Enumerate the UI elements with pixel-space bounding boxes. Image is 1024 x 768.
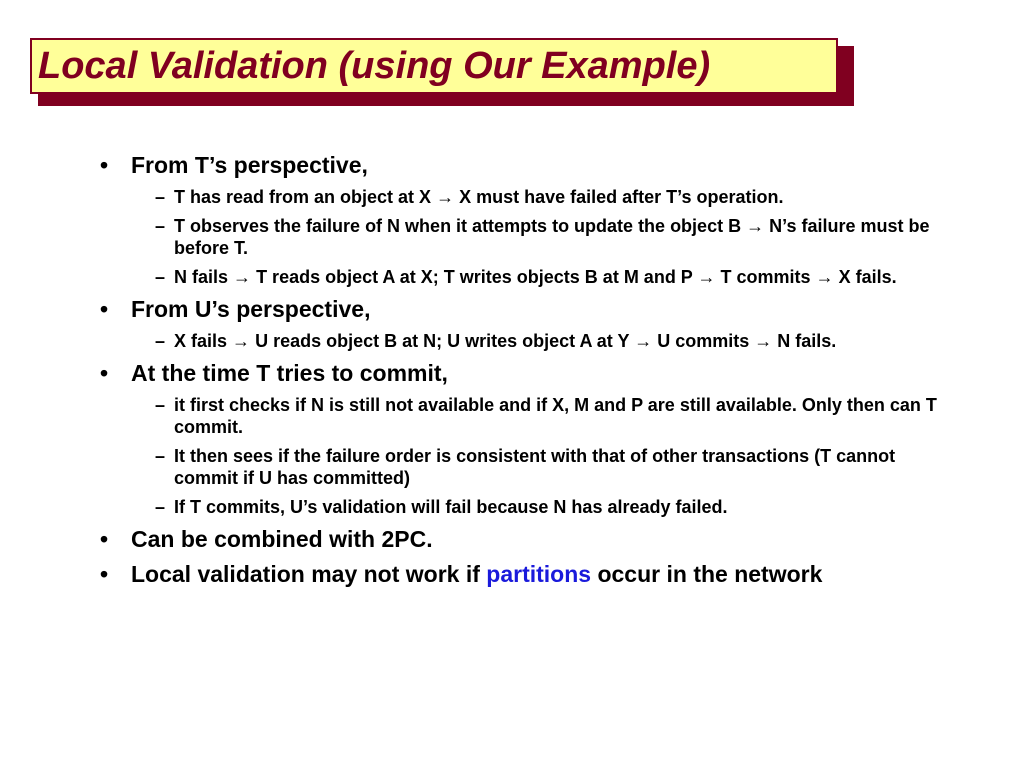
bullet-text: From U’s perspective, [131,296,371,322]
sub-text: X fails [174,331,228,351]
arrow-icon: → [232,331,251,351]
bullet-icon: • [100,561,109,587]
sub-bullet-t-sequence [131,266,940,288]
title-area [30,38,838,94]
arrow-icon: → [436,187,455,207]
partitions-highlight: partitions [486,561,592,587]
sub-text: T commits [720,267,811,287]
arrow-icon: → [746,216,765,236]
sub-text: T has read from an object at X [174,187,432,207]
sub-text: N’s failure must be before T. [174,216,930,258]
dash-icon: – [155,331,166,351]
bullet-text: From T’s perspective, [131,152,368,178]
arrow-icon: → [754,331,773,351]
sub-text: U reads object B at N; U writes object A at Y [255,331,630,351]
dash-icon: – [155,497,166,517]
bullet-t-perspective [100,152,940,288]
sub-bullet-order [131,445,940,489]
bullet-2pc [100,526,940,553]
arrow-icon: → [697,267,716,287]
dash-icon: – [155,395,166,415]
sub-text: T reads object A at X; T writes objects B at M and P [256,267,693,287]
bullet-icon: • [100,296,109,322]
sub-text: N fails. [777,331,837,351]
sub-text: If T commits, U’s validation will fail because N has already failed. [174,497,728,517]
dash-icon: – [155,187,166,207]
sub-bullet-u-validation [131,496,940,518]
bullet-text: occur in the network [597,561,823,587]
bullet-icon: • [100,152,109,178]
sub-bullet-t-read [131,186,940,208]
arrow-icon: → [815,267,834,287]
sub-text: N fails [174,267,229,287]
title-box [30,38,838,94]
bullet-commit-time [100,360,940,518]
sub-text: X must have failed after T’s operation. [459,187,784,207]
dash-icon: – [155,267,166,287]
bullet-icon: • [100,526,109,552]
sub-text: U commits [657,331,750,351]
bullet-text: Local validation may not work if [131,561,480,587]
sub-bullet-t-observes [131,215,940,259]
slide-body [100,152,940,596]
dash-icon: – [155,216,166,236]
sub-bullet-u-sequence [131,330,940,352]
arrow-icon: → [233,267,252,287]
sub-list [131,186,940,288]
bullet-u-perspective [100,296,940,352]
sub-text: It then sees if the failure order is consistent with that of other transactions (T cannot commit if U has committed) [174,446,896,488]
sub-list [131,394,940,518]
dash-icon: – [155,446,166,466]
slide-title: Local Validation (using Our Example) [38,44,711,87]
sub-text: it first checks if N is still not available and if X, M and P are still available. Only then can T commit. [174,395,937,437]
sub-text: T observes the failure of N when it attempts to update the object B [174,216,742,236]
bullet-text: Can be combined with 2PC. [131,526,433,552]
bullet-icon: • [100,360,109,386]
sub-list [131,330,940,352]
bullet-text: At the time T tries to commit, [131,360,448,386]
sub-text: X fails. [838,267,897,287]
sub-bullet-checks [131,394,940,438]
bullet-partitions [100,561,940,588]
arrow-icon: → [634,331,653,351]
